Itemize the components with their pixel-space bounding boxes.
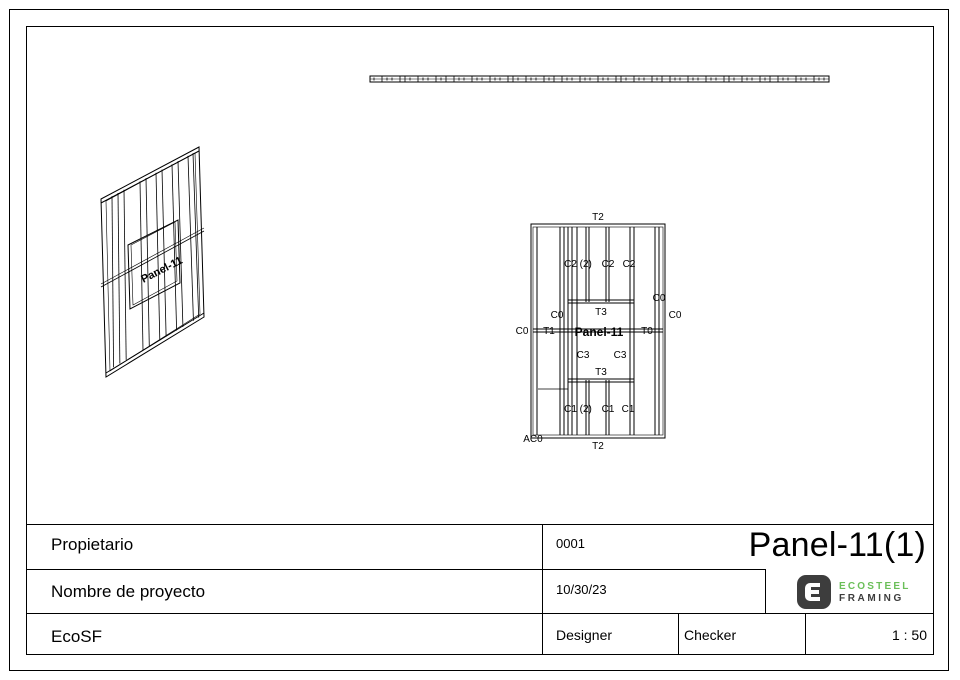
panel-plan-view bbox=[370, 76, 829, 82]
titleblock-row2-line bbox=[26, 569, 766, 570]
ecosteel-logo-icon bbox=[796, 574, 832, 610]
checker-field: Checker bbox=[684, 627, 737, 643]
titleblock-v-scale bbox=[805, 613, 806, 655]
label-ac0: AC0 bbox=[523, 434, 543, 445]
titleblock-v-checker bbox=[678, 613, 679, 655]
scale-field: 1 : 50 bbox=[891, 627, 927, 643]
ecosteel-logo bbox=[796, 574, 926, 610]
label-t2-bottom: T2 bbox=[592, 441, 604, 452]
company-name: EcoSF bbox=[51, 627, 103, 646]
panel-isometric-view bbox=[101, 147, 204, 377]
titleblock-top-line bbox=[26, 524, 934, 525]
label-c1-a: C1 (2) bbox=[564, 404, 592, 415]
label-c2-a: C2 (2) bbox=[564, 259, 592, 270]
label-t3-bottom: T3 bbox=[595, 367, 607, 378]
owner-label: Propietario bbox=[51, 535, 134, 554]
iso-panel-label: Panel-11 bbox=[139, 254, 185, 286]
label-c0-right-inner: C0 bbox=[652, 293, 666, 304]
label-c0-left-inner: C0 bbox=[550, 310, 564, 321]
panel-elevation-view bbox=[516, 212, 682, 452]
project-name-label: Nombre de proyecto bbox=[51, 582, 206, 601]
logo-text-line1: ECOSTEEL bbox=[839, 581, 911, 592]
elevation-panel-label: Panel-11 bbox=[574, 325, 624, 339]
label-c1-c: C1 bbox=[621, 404, 635, 415]
label-t2-top: T2 bbox=[592, 212, 604, 223]
label-c0-left-outer: C0 bbox=[515, 326, 529, 337]
label-t1: T1 bbox=[543, 326, 555, 337]
label-c1-b: C1 bbox=[601, 404, 615, 415]
titleblock-v1 bbox=[542, 524, 543, 655]
label-c2-c: C2 bbox=[622, 259, 636, 270]
sheet-title: Panel-11(1) bbox=[748, 526, 926, 564]
label-c0-right-outer: C0 bbox=[668, 310, 682, 321]
titleblock-v-logo bbox=[765, 569, 766, 613]
label-c2-b: C2 bbox=[601, 259, 615, 270]
label-c3-b: C3 bbox=[613, 350, 627, 361]
label-t3-top: T3 bbox=[595, 307, 607, 318]
sheet-date: 10/30/23 bbox=[556, 582, 607, 597]
logo-text-line2: FRAMING bbox=[839, 593, 904, 604]
titleblock-row3-line bbox=[26, 613, 934, 614]
label-c3-a: C3 bbox=[576, 350, 590, 361]
label-t0: T0 bbox=[641, 326, 653, 337]
designer-field: Designer bbox=[556, 627, 613, 643]
sheet-number: 0001 bbox=[556, 536, 585, 551]
